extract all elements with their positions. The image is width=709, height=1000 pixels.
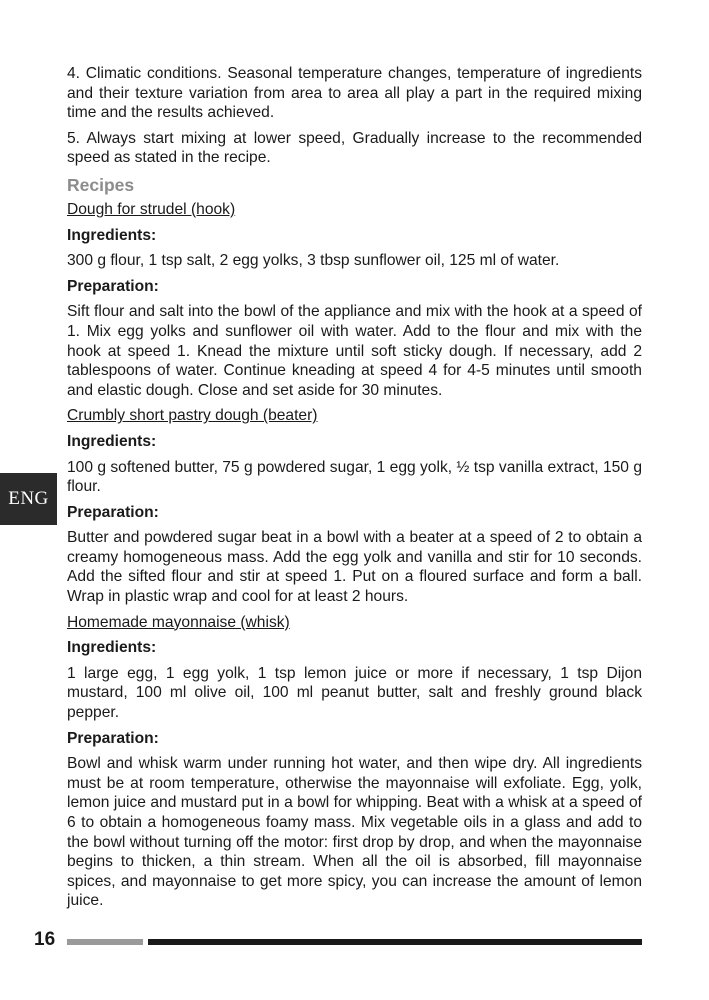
preparation-text: Bowl and whisk warm under running hot water, and then wipe dry. All ingredients must be at room temperature, otherwise the mayonnaise will exfoliate. Egg, yolk, lemon juice and mustard put in a bowl for whipping. Beat with a whisk at a speed of 6 to obtain a homogeneous foamy mass. Mix vegetable oils in a glass and add to the bowl without turning off the motor: first drop by drop, and when the mayonnaise begins to thicken, a thin stream. When all the oil is absorbed, fill mayonnaise spices, and mayonnaise to get more spicy, you can increase the amount of lemon juice. xyxy=(67,755,642,910)
recipe-title: Dough for strudel (hook) xyxy=(67,200,236,218)
recipe-title: Crumbly short pastry dough (beater) xyxy=(67,407,318,425)
page-content xyxy=(67,64,642,917)
intro-point-5: 5. Always start mixing at lower speed, Gradually increase to the recommended speed as stated in the recipe. xyxy=(67,129,642,167)
recipe-mayonnaise xyxy=(67,613,642,911)
ingredients-label: Ingredients: xyxy=(67,432,157,450)
ingredients-text: 1 large egg, 1 egg yolk, 1 tsp lemon juice or more if necessary, 1 tsp Dijon mustard, 100 ml olive oil, 100 ml peanut butter, salt and freshly ground black pepper. xyxy=(67,664,642,722)
footer-bar-gray xyxy=(67,939,143,945)
preparation-text: Butter and powdered sugar beat in a bowl with a beater at a speed of 2 to obtain a creamy homogeneous mass. Add the egg yolk and vanilla and stir for 10 seconds. Add the sifted flour and stir at speed 1. Put on a floured surface and form a ball. Wrap in plastic wrap and cool for at least 2 hours. xyxy=(67,529,642,606)
recipe-short-pastry xyxy=(67,406,642,606)
page-number: 16 xyxy=(34,929,56,950)
section-title: Recipes xyxy=(67,174,135,195)
preparation-text: Sift flour and salt into the bowl of the appliance and mix with the hook at a speed of 1. Mix egg yolks and sunflower oil with water. Add to the flour and mix with the hook at speed 1. Knead the mixture until soft sticky dough. If necessary, add 2 tablespoons of water. Continue kneading at speed 4 for 4-5 minutes until smooth and elastic dough. Close and set aside for 30 minutes. xyxy=(67,303,642,399)
footer-bar-black xyxy=(148,939,642,945)
ingredients-text: 100 g softened butter, 75 g powdered sugar, 1 egg yolk, ½ tsp vanilla extract, 150 g flour. xyxy=(67,458,642,496)
preparation-label: Preparation: xyxy=(67,277,159,295)
preparation-label: Preparation: xyxy=(67,729,159,747)
ingredients-label: Ingredients: xyxy=(67,226,157,244)
intro-point-4: 4. Climatic conditions. Seasonal temperature changes, temperature of ingredients and their texture variation from area to area all play a part in the required mixing time and the results achieved. xyxy=(67,65,642,122)
recipe-title: Homemade mayonnaise (whisk) xyxy=(67,613,290,631)
language-tab: ENG xyxy=(0,473,57,525)
recipe-strudel xyxy=(67,200,642,400)
ingredients-label: Ingredients: xyxy=(67,639,157,657)
ingredients-text: 300 g flour, 1 tsp salt, 2 egg yolks, 3 tbsp sunflower oil, 125 ml of water. xyxy=(67,252,560,270)
preparation-label: Preparation: xyxy=(67,503,159,521)
